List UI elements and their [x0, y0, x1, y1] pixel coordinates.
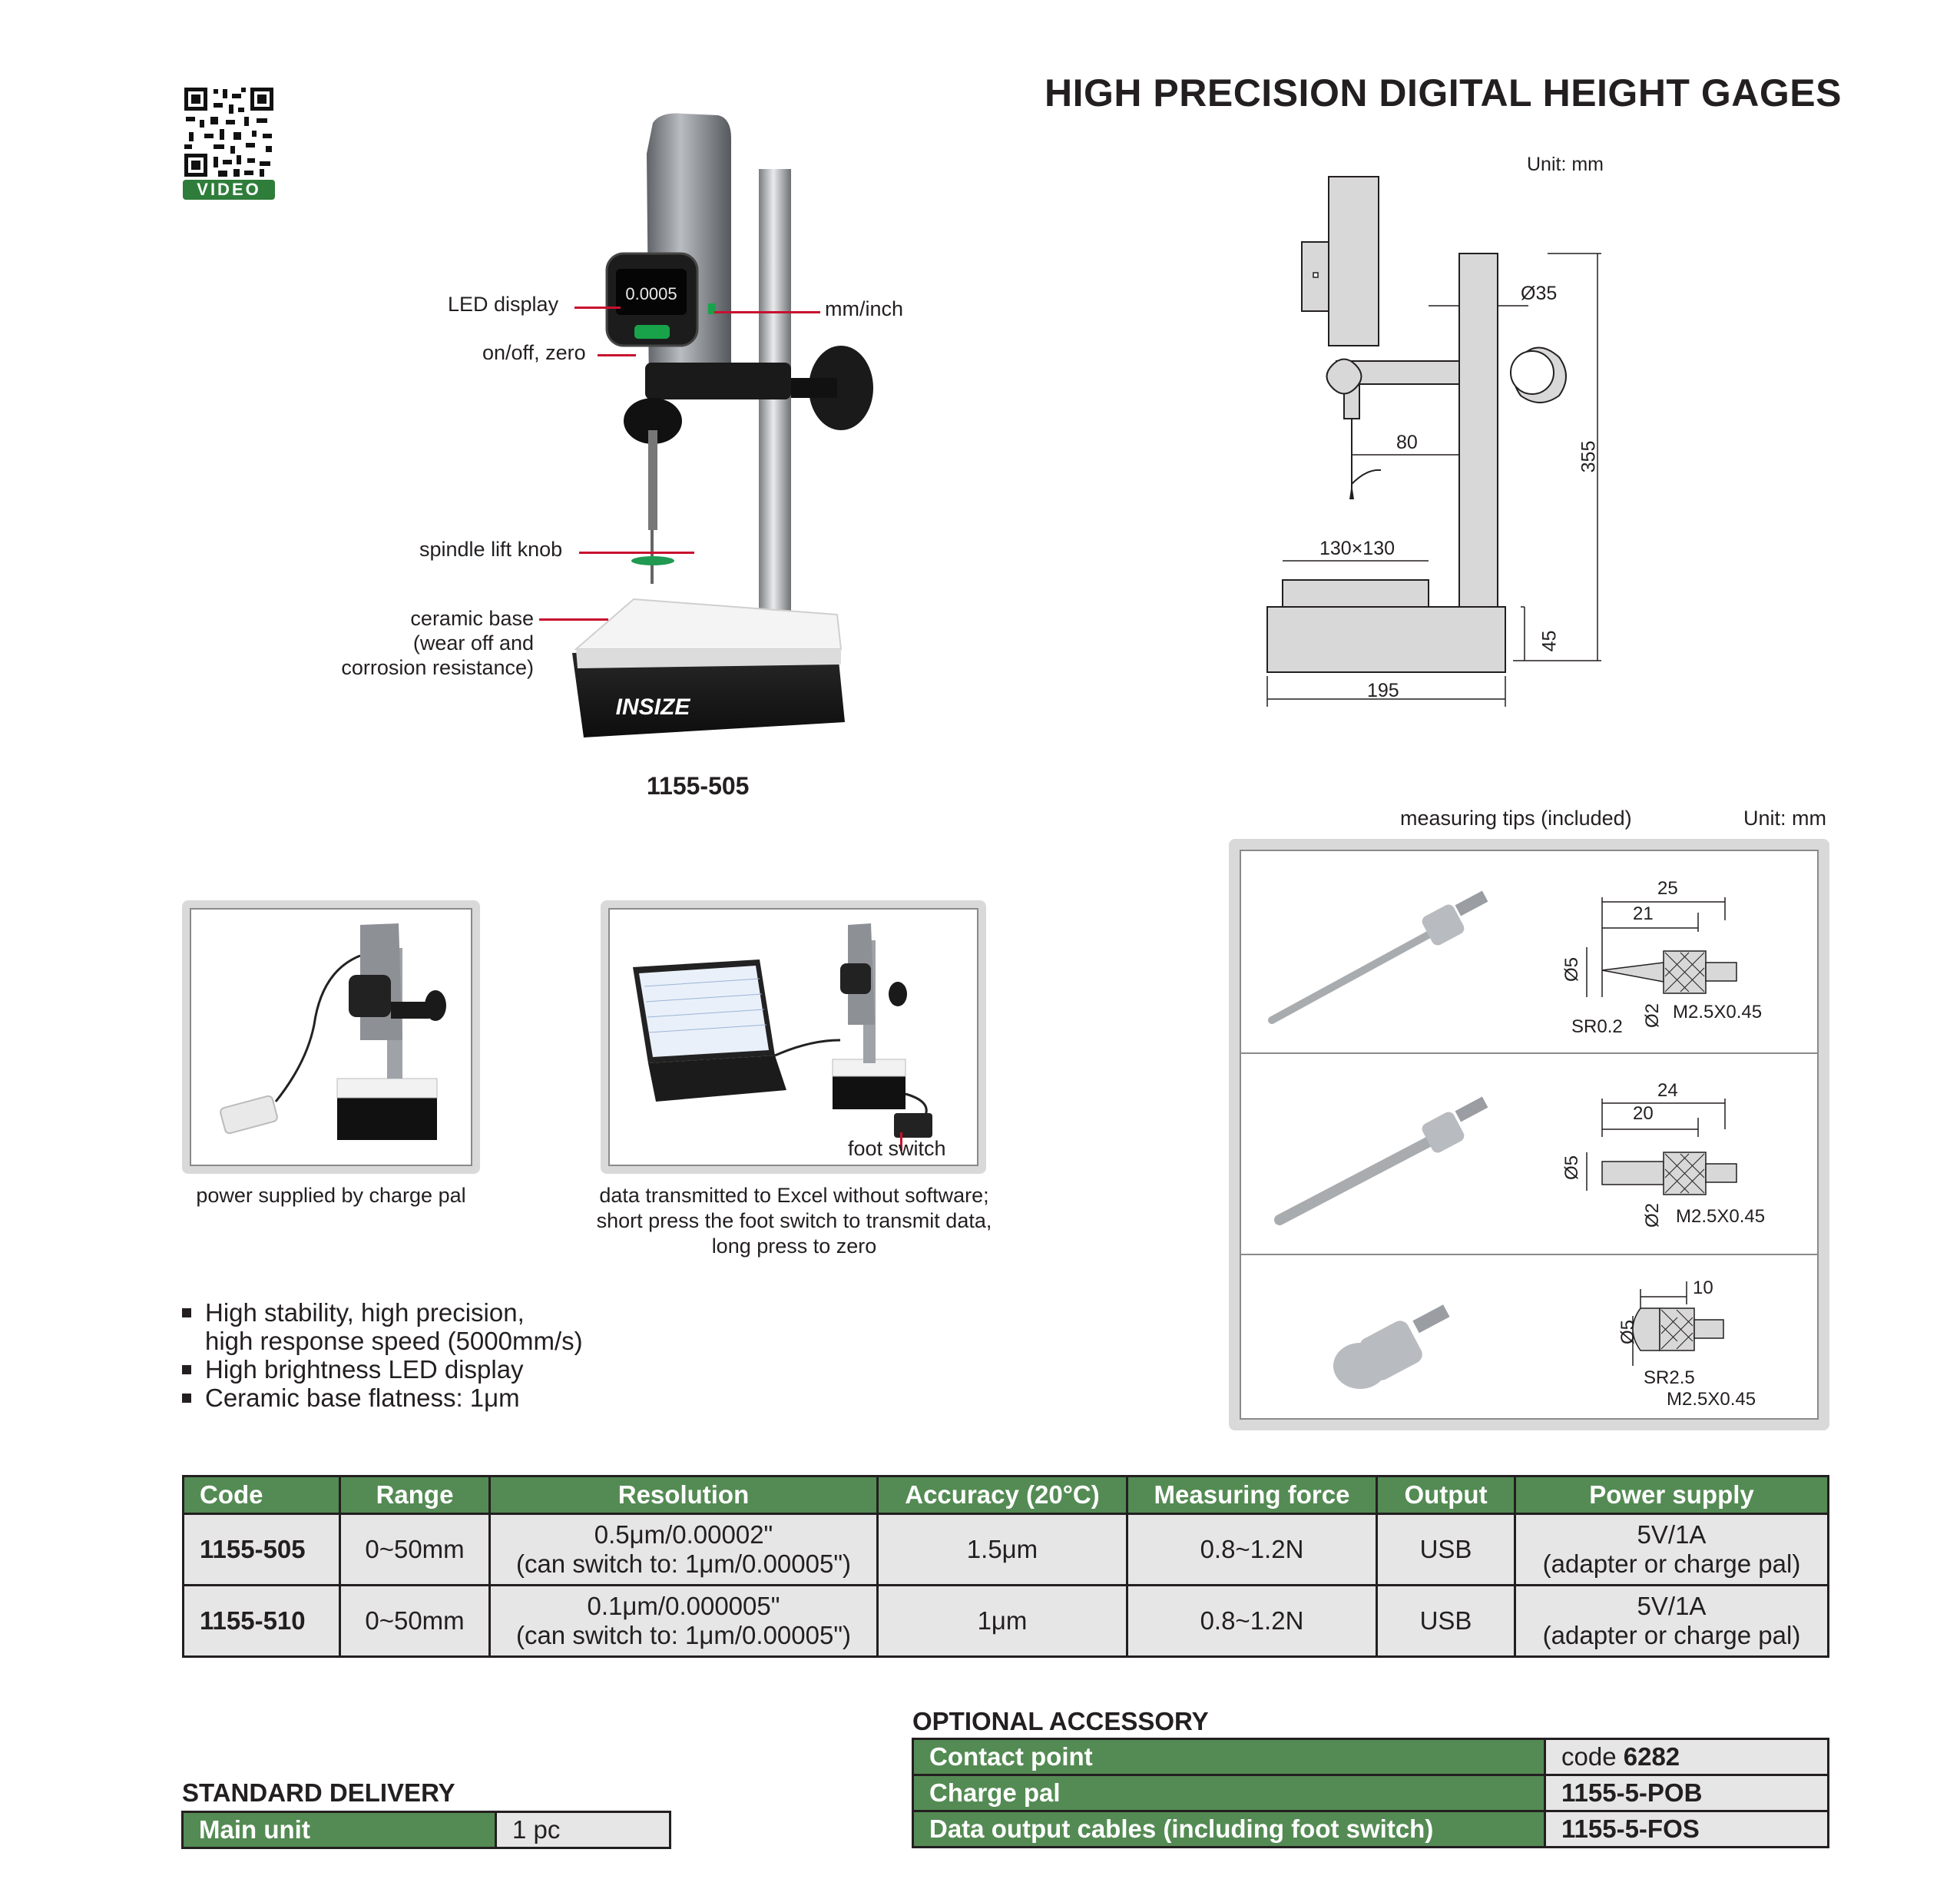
- col-accuracy: Accuracy (20°C): [878, 1476, 1127, 1514]
- tip1-radius: SR0.2: [1571, 1016, 1623, 1037]
- delivery-item: Main unit: [183, 1812, 496, 1848]
- cell-code: 1155-505: [184, 1514, 340, 1586]
- tip3-len-body: 10: [1693, 1278, 1713, 1298]
- tip2-len-body: 20: [1633, 1103, 1654, 1124]
- product-image: [561, 108, 945, 761]
- accessory-name: Charge pal: [913, 1775, 1545, 1811]
- drawing-unit: Unit: mm: [1527, 154, 1604, 175]
- tip3-image: [1318, 1281, 1487, 1404]
- tip2-thread: M2.5X0.45: [1676, 1206, 1766, 1227]
- charge-pal-photo: [182, 900, 480, 1174]
- feature-item: High brightness LED display: [180, 1355, 583, 1384]
- dim-diameter: Ø35: [1521, 283, 1558, 304]
- tip3-thread: M2.5X0.45: [1667, 1389, 1756, 1410]
- accessory-code-value: 1155-5-POB: [1561, 1778, 1703, 1807]
- excel-caption-line-3: long press to zero: [711, 1235, 877, 1258]
- feature-item-continued: high response speed (5000mm/s): [205, 1327, 583, 1355]
- qr-code[interactable]: [183, 86, 275, 201]
- tip3-radius: SR2.5: [1644, 1367, 1695, 1388]
- tips-unit: Unit: mm: [1743, 807, 1826, 830]
- table-row: [913, 1811, 1829, 1848]
- cell-resolution-alt: (can switch to: 1μm/0.00005"): [515, 1549, 852, 1578]
- table-row: [183, 1812, 670, 1848]
- cell-power-main: 5V/1A: [1637, 1592, 1707, 1620]
- excel-caption-line-2: short press the foot switch to transmit data,: [596, 1209, 992, 1232]
- cell-output: USB: [1377, 1514, 1515, 1586]
- dim-base-plate: 130×130: [1319, 538, 1396, 559]
- cell-resolution: [490, 1586, 878, 1657]
- tips-panel: [1229, 839, 1829, 1430]
- callout-line: [539, 618, 608, 621]
- excel-caption-line-1: data transmitted to Excel without software;: [599, 1184, 989, 1207]
- excel-photo: [601, 900, 986, 1174]
- accessory-code: [1545, 1811, 1829, 1848]
- callout-ceramic-line-2: (wear off and: [412, 631, 534, 655]
- dim-base-height: 45: [1538, 630, 1561, 652]
- tip2-tip-dia: Ø2: [1642, 1202, 1664, 1228]
- accessory-code: [1545, 1739, 1829, 1775]
- tip1-dia: Ø5: [1561, 956, 1583, 983]
- qr-video-label: VIDEO: [197, 180, 261, 199]
- page-title: HIGH PRECISION DIGITAL HEIGHT GAGES: [1045, 71, 1842, 114]
- feature-item: Ceramic base flatness: 1μm: [180, 1384, 583, 1412]
- callout-line: [598, 354, 636, 356]
- excel-caption: [561, 1183, 1028, 1259]
- optional-accessory-table: [912, 1738, 1829, 1848]
- feature-item: High stability, high precision,: [180, 1298, 583, 1327]
- spec-table-header: [184, 1476, 1829, 1514]
- table-row: [913, 1739, 1829, 1775]
- col-resolution: Resolution: [490, 1476, 878, 1514]
- table-row: [184, 1586, 1829, 1657]
- col-range: Range: [340, 1476, 490, 1514]
- callout-line: [714, 311, 820, 313]
- excel-photo-inner: [608, 908, 978, 1166]
- dim-arm-length: 80: [1396, 432, 1418, 453]
- charge-pal-photo-inner: [190, 908, 472, 1166]
- tip1-len-body: 21: [1633, 903, 1654, 924]
- tip1-len-total: 25: [1657, 878, 1678, 899]
- col-output: Output: [1377, 1476, 1515, 1514]
- col-power-supply: Power supply: [1515, 1476, 1829, 1514]
- callout-line: [574, 307, 621, 309]
- dim-base-width: 195: [1367, 680, 1399, 701]
- cell-accuracy: 1μm: [878, 1586, 1127, 1657]
- table-row: [913, 1775, 1829, 1811]
- callout-spindle-lift-knob: spindle lift knob: [419, 538, 563, 561]
- dim-height: 355: [1578, 440, 1600, 473]
- cell-code: 1155-510: [184, 1586, 340, 1657]
- tips-heading: measuring tips (included): [1400, 807, 1632, 830]
- cell-range: 0~50mm: [340, 1514, 490, 1586]
- delivery-qty: 1 pc: [496, 1812, 670, 1848]
- col-code: Code: [184, 1476, 340, 1514]
- accessory-code-value: 6282: [1623, 1742, 1680, 1771]
- spec-table: [182, 1475, 1829, 1658]
- cell-power-note: (adapter or charge pal): [1542, 1549, 1801, 1578]
- accessory-name: Contact point: [913, 1739, 1545, 1775]
- accessory-code-prefix: code: [1561, 1742, 1624, 1771]
- callout-led-display: LED display: [448, 293, 559, 316]
- col-measuring-force: Measuring force: [1127, 1476, 1377, 1514]
- feature-list: [180, 1298, 583, 1412]
- brand-logo: INSIZE: [615, 694, 690, 720]
- cell-output: USB: [1377, 1586, 1515, 1657]
- cell-power: [1515, 1514, 1829, 1586]
- callout-ceramic-line-1: ceramic base: [410, 607, 534, 630]
- accessory-code: [1545, 1775, 1829, 1811]
- tip3-dia: Ø5: [1617, 1319, 1639, 1345]
- cell-force: 0.8~1.2N: [1127, 1586, 1377, 1657]
- cell-resolution-main: 0.1μm/0.000005": [587, 1592, 780, 1620]
- charge-pal-caption: power supplied by charge pal: [196, 1184, 466, 1207]
- tips-panel-inner: [1240, 850, 1819, 1420]
- optional-accessory-heading: OPTIONAL ACCESSORY: [912, 1707, 1209, 1735]
- callout-ceramic-line-3: corrosion resistance): [341, 656, 534, 679]
- cell-power-main: 5V/1A: [1637, 1520, 1707, 1549]
- cell-power-note: (adapter or charge pal): [1542, 1621, 1801, 1649]
- product-model: 1155-505: [647, 772, 750, 800]
- callout-ceramic-base: [323, 606, 534, 680]
- tip2-len-total: 24: [1657, 1080, 1678, 1101]
- tip2-image: [1264, 1082, 1510, 1235]
- accessory-name: Data output cables (including foot switch): [913, 1811, 1545, 1848]
- cell-resolution-alt: (can switch to: 1μm/0.00005"): [515, 1621, 852, 1649]
- divider: [1241, 1254, 1817, 1255]
- tip2-dia: Ø5: [1561, 1155, 1583, 1181]
- callout-on-off-zero: on/off, zero: [482, 341, 586, 364]
- cell-resolution: [490, 1514, 878, 1586]
- standard-delivery-table: [181, 1811, 671, 1849]
- tip1-image: [1264, 882, 1510, 1036]
- cell-resolution-main: 0.5μm/0.00002": [594, 1520, 773, 1549]
- tip1-tip-dia: Ø2: [1642, 1003, 1664, 1029]
- standard-delivery-heading: STANDARD DELIVERY: [182, 1778, 455, 1807]
- callout-line: [579, 552, 694, 554]
- cell-power: [1515, 1586, 1829, 1657]
- display-reading: 0.0005: [625, 284, 677, 303]
- dimension-drawing: [1260, 169, 1613, 722]
- table-row: [184, 1514, 1829, 1586]
- cell-force: 0.8~1.2N: [1127, 1514, 1377, 1586]
- accessory-code-value: 1155-5-FOS: [1561, 1814, 1700, 1843]
- divider: [1241, 1052, 1817, 1054]
- tip1-thread: M2.5X0.45: [1673, 1002, 1763, 1022]
- foot-switch-label: foot switch: [848, 1137, 946, 1160]
- callout-mm-inch: mm/inch: [825, 297, 904, 320]
- cell-range: 0~50mm: [340, 1586, 490, 1657]
- cell-accuracy: 1.5μm: [878, 1514, 1127, 1586]
